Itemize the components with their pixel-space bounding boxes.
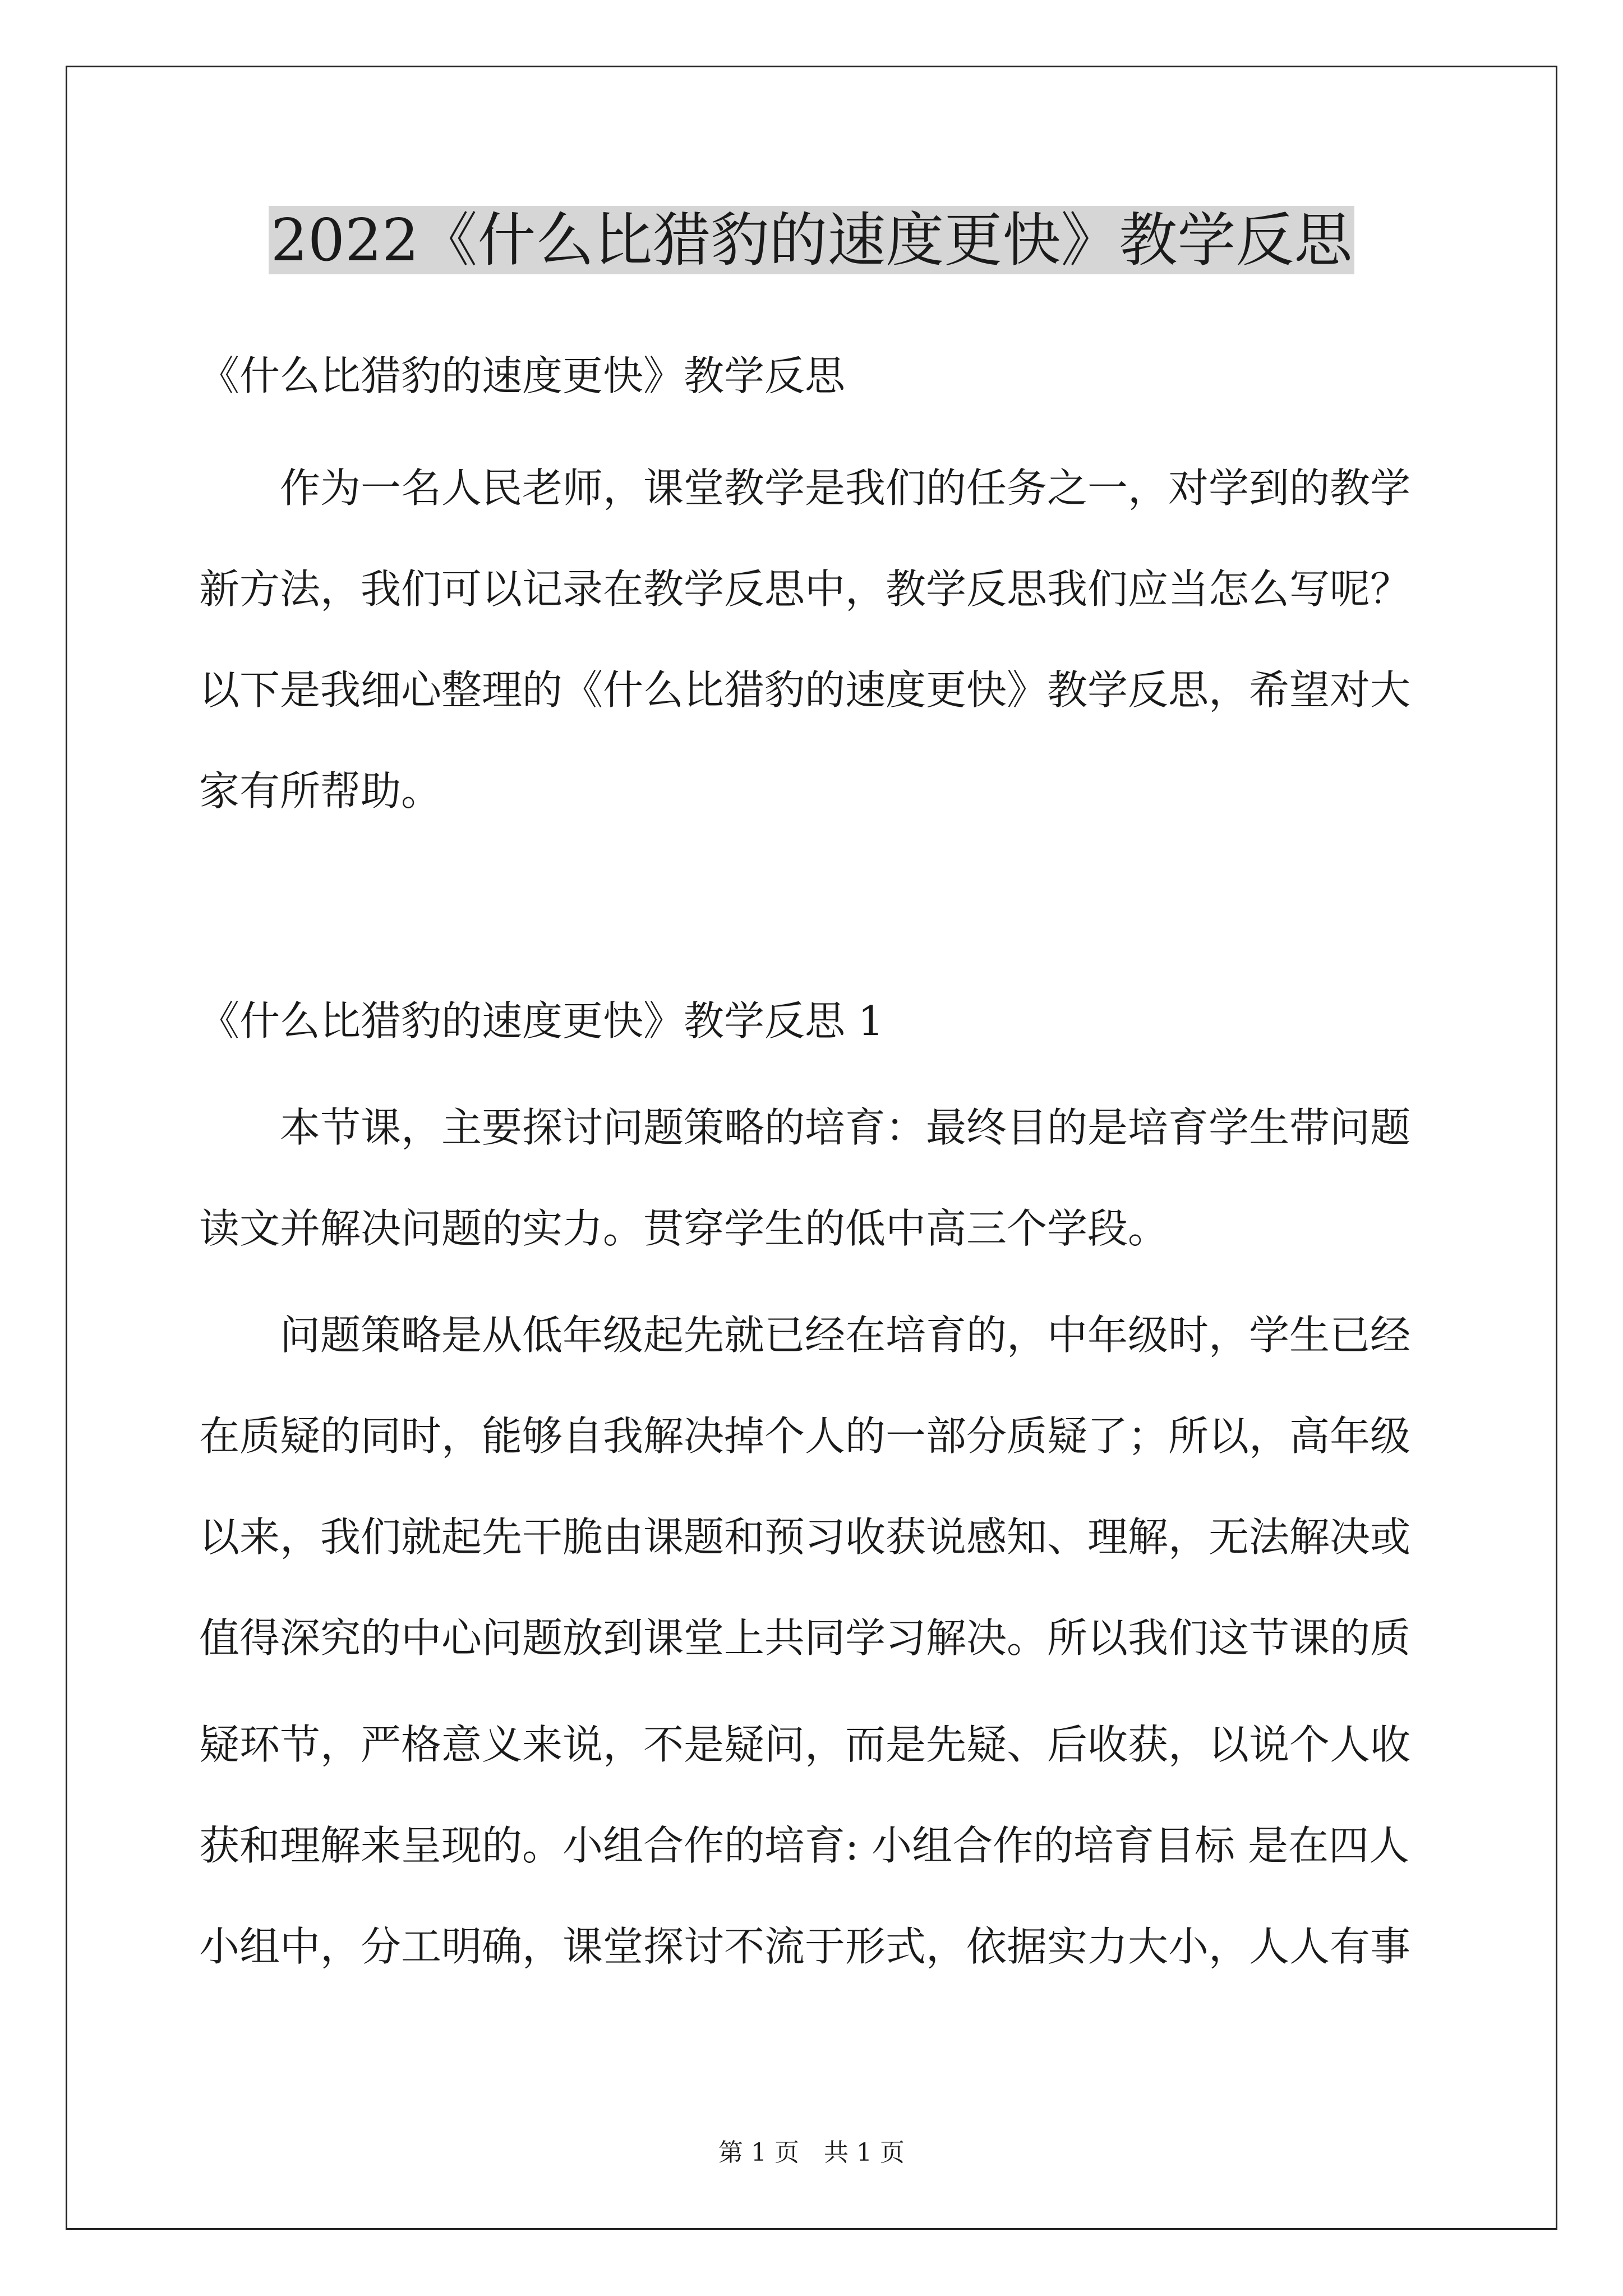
- paragraph-line: 作为一名人民老师，课堂教学是我们的任务之一，对学到的教学: [199, 464, 1411, 512]
- paragraph-line: 获和理解来呈现的。小组合作的培育: 小组合作的培育目标 是在四人: [199, 1822, 1410, 1869]
- section-heading: 《什么比猎豹的速度更快》教学反思 1: [199, 997, 884, 1045]
- paragraph-line: 读文并解决问题的实力。贯穿学生的低中高三个学段。: [199, 1205, 1169, 1252]
- paragraph-line: 问题策略是从低年级起先就已经在培育的，中年级时，学生已经: [199, 1312, 1411, 1359]
- paragraph-line: 以来，我们就起先干脆由课题和预习收获说感知、理解，无法解决或: [199, 1513, 1411, 1561]
- paragraph-line: 家有所帮助。: [199, 767, 442, 815]
- subtitle-line: 《什么比猎豹的速度更快》教学反思: [199, 352, 846, 399]
- paragraph-line: 本节课，主要探讨问题策略的培育：最终目的是培育学生带问题: [199, 1104, 1411, 1151]
- paragraph-line: 值得深究的中心问题放到课堂上共同学习解决。所以我们这节课的质: [199, 1614, 1411, 1662]
- paragraph-line: 以下是我细心整理的《什么比猎豹的速度更快》教学反思，希望对大: [199, 666, 1411, 714]
- paragraph-line: 新方法，我们可以记录在教学反思中，教学反思我们应当怎么写呢？: [199, 565, 1411, 613]
- document-title: 2022《什么比猎豹的速度更快》教学反思: [0, 201, 1623, 279]
- paragraph-line: 在质疑的同时，能够自我解决掉个人的一部分质疑了；所以，高年级: [199, 1412, 1411, 1460]
- paragraph-line: 疑环节，严格意义来说，不是疑问，而是先疑、后收获，以说个人收: [199, 1721, 1411, 1768]
- paragraph-line: 小组中，分工明确，课堂探讨不流于形式，依据实力大小，人人有事: [199, 1923, 1411, 1970]
- page-number-footer: 第 1 页 共 1 页: [718, 2138, 905, 2167]
